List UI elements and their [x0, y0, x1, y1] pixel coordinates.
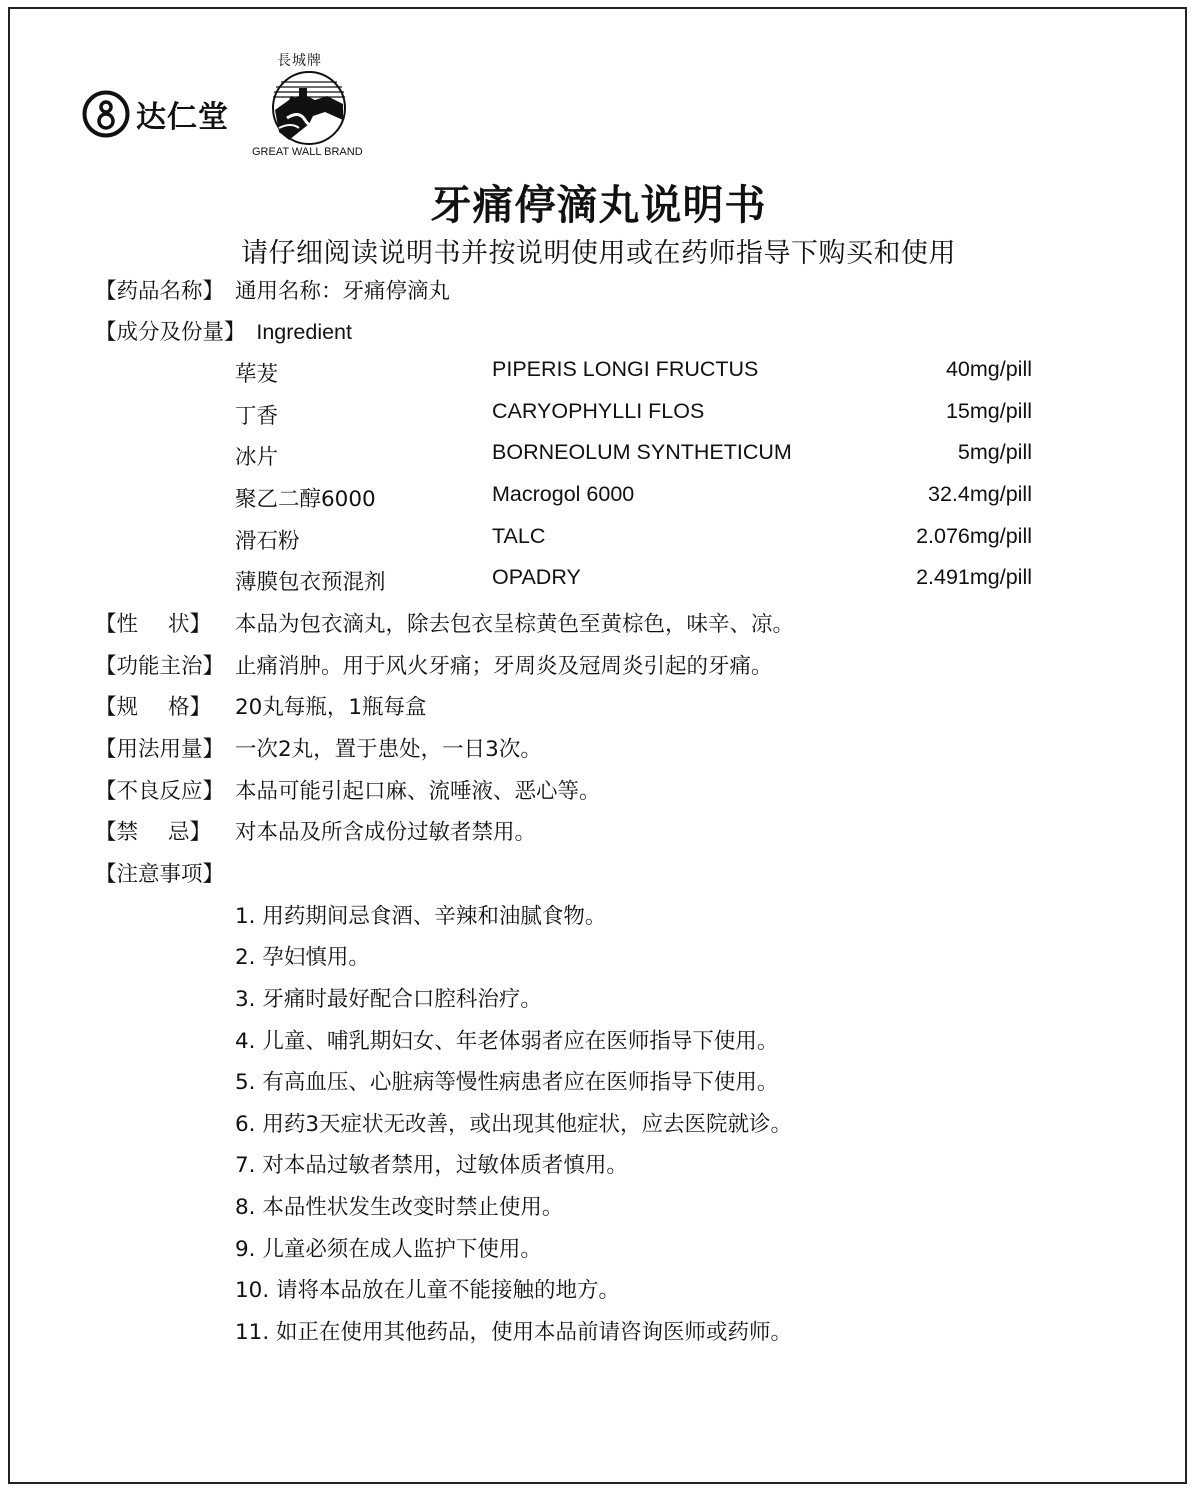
precaution-item: 6. 用药3天症状无改善，或出现其他症状，应去医院就诊。 — [235, 1112, 793, 1137]
precautions-label: 【注意事项】 — [95, 862, 225, 887]
specification-label — [95, 690, 211, 721]
contraindications-row — [95, 815, 536, 846]
contraindications-value: 对本品及所含成份过敏者禁用。 — [235, 820, 537, 845]
ingredient-cn: 荜茇 — [235, 362, 279, 387]
precaution-item: 4. 儿童、哺乳期妇女、年老体弱者应在医师指导下使用。 — [235, 1029, 779, 1054]
ingredient-amount: 40mg/pill — [945, 357, 1032, 381]
dareng-logo-text: 达仁堂 — [136, 100, 229, 135]
document-title: 牙痛停滴丸说明书 — [430, 181, 767, 229]
dareng-emblem-icon — [82, 90, 130, 138]
dosage-label: 【用法用量】 — [95, 737, 225, 762]
indications-label: 【功能主治】 — [95, 654, 225, 679]
specification-label-part: 【规 — [95, 695, 139, 720]
precaution-item: 8. 本品性状发生改变时禁止使用。 — [235, 1195, 564, 1220]
drug-name-label: 【药品名称】 — [95, 279, 225, 304]
precaution-item: 9. 儿童必须在成人监护下使用。 — [235, 1237, 542, 1262]
contraindications-label — [95, 815, 211, 846]
dosage-row — [95, 732, 542, 763]
drug-name-value: 通用名称：牙痛停滴丸 — [235, 279, 451, 304]
great-wall-logo-cn: 長城牌 — [277, 53, 322, 69]
ingredient-en: CARYOPHYLLI FLOS — [492, 399, 705, 423]
precaution-item: 2. 孕妇慎用。 — [235, 945, 370, 970]
great-wall-brand-logo — [250, 50, 375, 165]
specification-value: 20丸每瓶，1瓶每盒 — [235, 695, 427, 720]
ingredient-en: Macrogol 6000 — [492, 482, 635, 506]
specification-row — [95, 690, 427, 721]
precaution-item: 11. 如正在使用其他药品，使用本品前请咨询医师或药师。 — [235, 1320, 793, 1345]
precaution-item: 10. 请将本品放在儿童不能接触的地方。 — [235, 1278, 621, 1303]
adverse-reactions-row — [95, 774, 601, 805]
ingredient-en: OPADRY — [492, 565, 581, 589]
great-wall-emblem-icon — [269, 70, 349, 146]
indications-value: 止痛消肿。用于风火牙痛；牙周炎及冠周炎引起的牙痛。 — [235, 654, 773, 679]
adverse-reactions-value: 本品可能引起口麻、流唾液、恶心等。 — [235, 779, 601, 804]
dosage-value: 一次2丸，置于患处，一日3次。 — [235, 737, 542, 762]
ingredient-cn: 丁香 — [235, 404, 279, 429]
properties-label — [95, 607, 211, 638]
contraindications-label-part: 忌】 — [167, 820, 211, 845]
properties-row — [95, 607, 794, 638]
ingredient-en: BORNEOLUM SYNTHETICUM — [492, 440, 792, 464]
ingredient-amount: 2.076mg/pill — [916, 524, 1032, 548]
indications-row — [95, 649, 773, 680]
adverse-reactions-label: 【不良反应】 — [95, 779, 225, 804]
properties-label-part: 【性 — [95, 612, 139, 637]
ingredient-amount: 5mg/pill — [957, 440, 1032, 464]
specification-label-part: 格】 — [167, 695, 211, 720]
ingredients-label: 【成分及份量】 — [95, 320, 246, 345]
drug-name-row — [95, 274, 450, 305]
contraindications-label-part: 【禁 — [95, 820, 139, 845]
precaution-item: 7. 对本品过敏者禁用，过敏体质者慎用。 — [235, 1153, 628, 1178]
ingredient-cn: 滑石粉 — [235, 529, 300, 554]
ingredient-cn: 冰片 — [235, 445, 279, 470]
properties-value: 本品为包衣滴丸，除去包衣呈棕黄色至黄棕色，味辛、凉。 — [235, 612, 795, 637]
ingredient-en: TALC — [492, 524, 546, 548]
ingredient-cn: 薄膜包衣预混剂 — [235, 570, 386, 595]
ingredient-en: PIPERIS LONGI FRUCTUS — [492, 357, 759, 381]
ingredient-cn: 聚乙二醇6000 — [235, 487, 376, 512]
precautions-row — [95, 857, 235, 888]
precaution-item: 1. 用药期间忌食酒、辛辣和油腻食物。 — [235, 904, 607, 929]
precaution-item: 3. 牙痛时最好配合口腔科治疗。 — [235, 987, 542, 1012]
ingredient-amount: 15mg/pill — [945, 399, 1032, 423]
document-subtitle: 请仔细阅读说明书并按说明使用或在药师指导下购买和使用 — [241, 238, 956, 269]
great-wall-logo-en: GREAT WALL BRAND — [252, 146, 363, 158]
ingredients-label-en: Ingredient — [256, 320, 352, 344]
dareng-logo — [82, 88, 229, 140]
properties-label-part: 状】 — [167, 612, 211, 637]
ingredients-row — [95, 315, 352, 346]
ingredient-amount: 2.491mg/pill — [916, 565, 1032, 589]
precaution-item: 5. 有高血压、心脏病等慢性病患者应在医师指导下使用。 — [235, 1070, 779, 1095]
ingredient-amount: 32.4mg/pill — [928, 482, 1032, 506]
